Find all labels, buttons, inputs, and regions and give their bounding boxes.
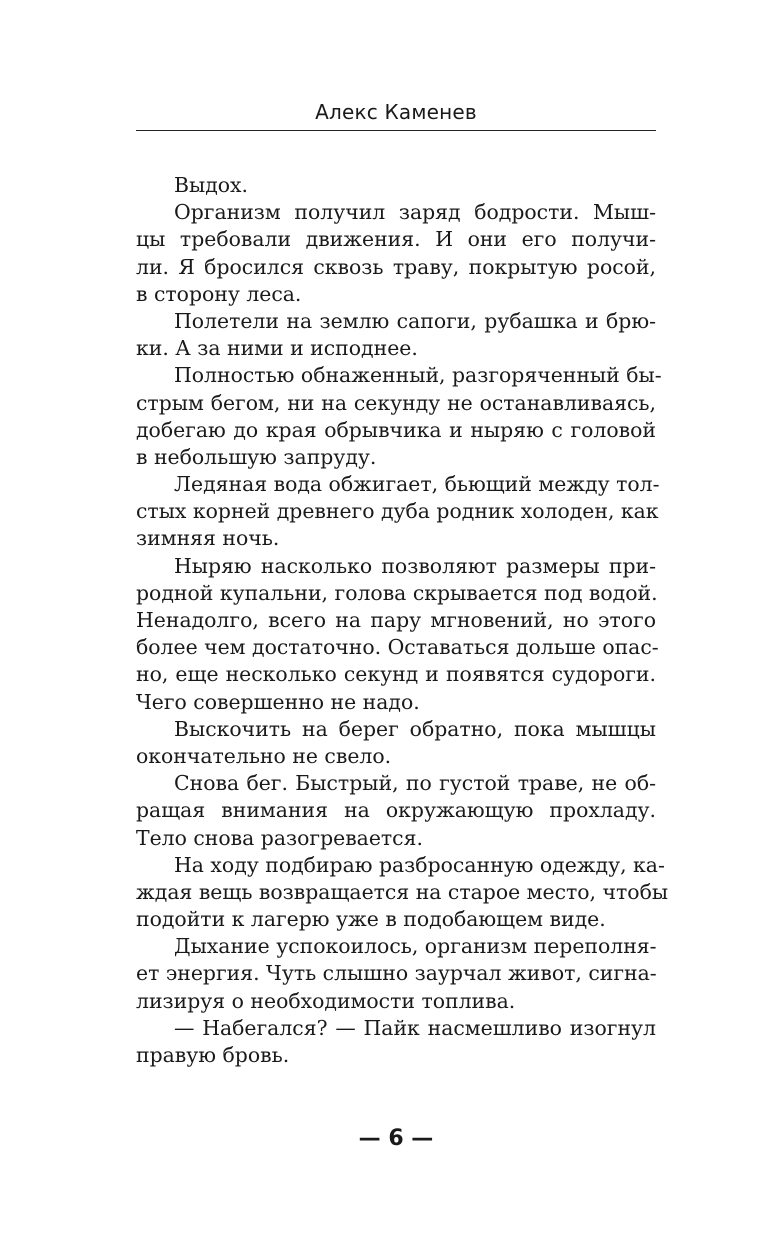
- paragraph-line: Организм получил заряд бодрости. Мыш-: [174, 200, 656, 225]
- paragraph-line: ет энергия. Чуть слышно заурчал живот, сигна-: [136, 961, 657, 986]
- paragraph-line: Выдох.: [174, 173, 249, 197]
- paragraph-line: окончательно не свело.: [136, 743, 392, 768]
- paragraph-line: Тело снова разогревается.: [136, 825, 423, 850]
- paragraph-line: цы требовали движения. И они его получи-: [136, 227, 656, 252]
- paragraph-line: ли. Я бросился сквозь траву, покрытую росой,: [136, 254, 656, 279]
- paragraph-line: Снова бег. Быстрый, по густой траве, не об-: [174, 771, 656, 796]
- paragraph-line: Ледяная вода обжигает, бьющий между тол-: [174, 472, 660, 497]
- paragraph-line: Полетели на землю сапоги, рубашка и брю-: [174, 308, 656, 333]
- paragraph-line: подойти к лагерю уже в подобающем виде.: [136, 907, 606, 932]
- paragraph-line: правую бровь.: [136, 1043, 290, 1067]
- paragraph-line: — Набегался? — Пайк насмешливо изогнул: [174, 1015, 656, 1040]
- page-number: — 6 —: [358, 1126, 434, 1151]
- paragraph-line: На ходу подбираю разбросанную одежду, ка-: [174, 852, 665, 877]
- paragraph-line: но, еще несколько секунд и появятся судороги.: [136, 662, 656, 687]
- paragraph-line: добегаю до края обрывчика и ныряю с головой: [136, 417, 656, 442]
- paragraph-line: в небольшую запруду.: [136, 444, 377, 469]
- paragraph-line: Ныряю насколько позволяют размеры при-: [174, 553, 656, 578]
- paragraph-line: в сторону леса.: [136, 281, 302, 306]
- header-rule: [136, 130, 656, 131]
- paragraph-line: зимняя ночь.: [136, 526, 280, 551]
- paragraph-line: Чего совершенно не надо.: [136, 689, 420, 714]
- paragraph-line: родной купальни, голова скрывается под водой.: [136, 580, 658, 605]
- paragraph-line: ждая вещь возвращается на старое место, чтобы: [136, 879, 669, 904]
- paragraph-line: Ненадолго, всего на пару мгновений, но этого: [136, 608, 656, 632]
- paragraph-line: Выскочить на берег обратно, пока мышцы: [174, 716, 656, 741]
- paragraph-line: стрым бегом, ни на секунду не останавливаясь,: [136, 390, 656, 415]
- paragraph-line: Полностью обнаженный, разгоряченный бы-: [174, 363, 662, 388]
- paragraph-line: ки. А за ними и исподнее.: [136, 336, 418, 361]
- paragraph-line: ращая внимания на окружающую прохладу.: [136, 798, 656, 823]
- paragraph-line: Дыхание успокоилось, организм переполня-: [174, 934, 657, 959]
- paragraph-line: стых корней древнего дуба родник холоден, как: [136, 499, 659, 524]
- paragraph-line: лизируя о необходимости топлива.: [136, 988, 516, 1013]
- paragraph-line: более чем достаточно. Оставаться дольше опас-: [136, 635, 659, 660]
- running-head: Алекс Каменев: [315, 100, 477, 124]
- text-body: [136, 172, 669, 1069]
